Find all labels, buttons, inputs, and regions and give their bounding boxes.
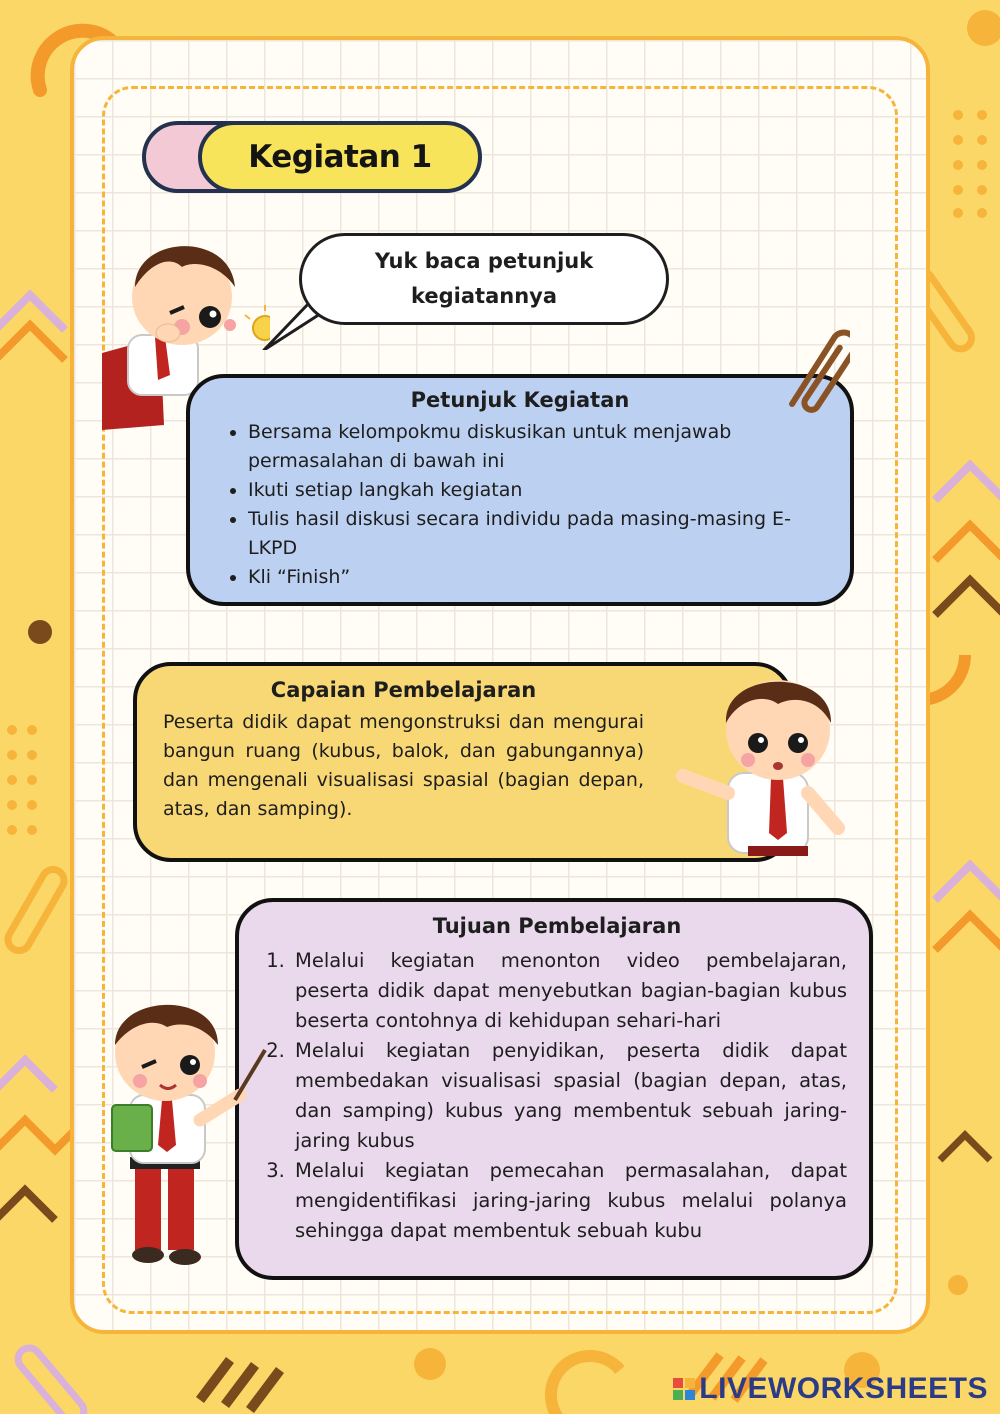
speech-bubble: Yuk baca petunjuk kegiatannya [299,233,669,325]
list-item: • Ikuti setiap langkah kegiatan [248,476,820,505]
list-item: 3. Melalui kegiatan pemecahan permasalahan, dapat mengidentifikasi jaring-jaring kubus melalui polanya sehingga dapat membentuk sebuah kubu [291,1156,847,1246]
petunjuk-kegiatan-box [186,374,854,606]
list-item: 2. Melalui kegiatan penyidikan, peserta didik dapat membedakan visualisasi spasial (bagian depan, atas, dan samping) kubus yang membentuk sebuah jaring-jaring kubus [291,1036,847,1156]
tujuan-pembelajaran-box [235,898,873,1280]
page-title: Kegiatan 1 [198,121,482,193]
list-item: • Tulis hasil diskusi secara individu pada masing-masing E-LKPD [248,505,820,563]
tujuan-list [267,946,847,1246]
liveworksheets-logo [673,1372,988,1406]
tujuan-heading: Tujuan Pembelajaran [432,914,682,938]
petunjuk-list [220,418,820,592]
petunjuk-heading: Petunjuk Kegiatan [410,388,630,412]
student-explaining-illustration [668,668,848,863]
list-item: • Kli “Finish” [248,563,820,592]
liveworksheets-logo-icon [673,1378,695,1400]
capaian-heading: Capaian Pembelajaran [270,678,537,702]
logo-text: LIVEWORKSHEETS [699,1372,988,1405]
list-item: 1. Melalui kegiatan menonton video pembelajaran, peserta didik dapat menyebutkan bagian-bagian kubus beserta contohnya di kehidupan sehari-hari [291,946,847,1036]
capaian-text: Peserta didik dapat mengonstruksi dan mengurai bangun ruang (kubus, balok, dan gabungannya) dan mengenali visualisasi spasial (bagian depan, atas, dan samping). [163,711,644,820]
paperclip-icon [780,318,850,418]
student-pointing-illustration [100,995,270,1275]
list-item: • Bersama kelompokmu diskusikan untuk menjawab permasalahan di bawah ini [248,418,820,476]
